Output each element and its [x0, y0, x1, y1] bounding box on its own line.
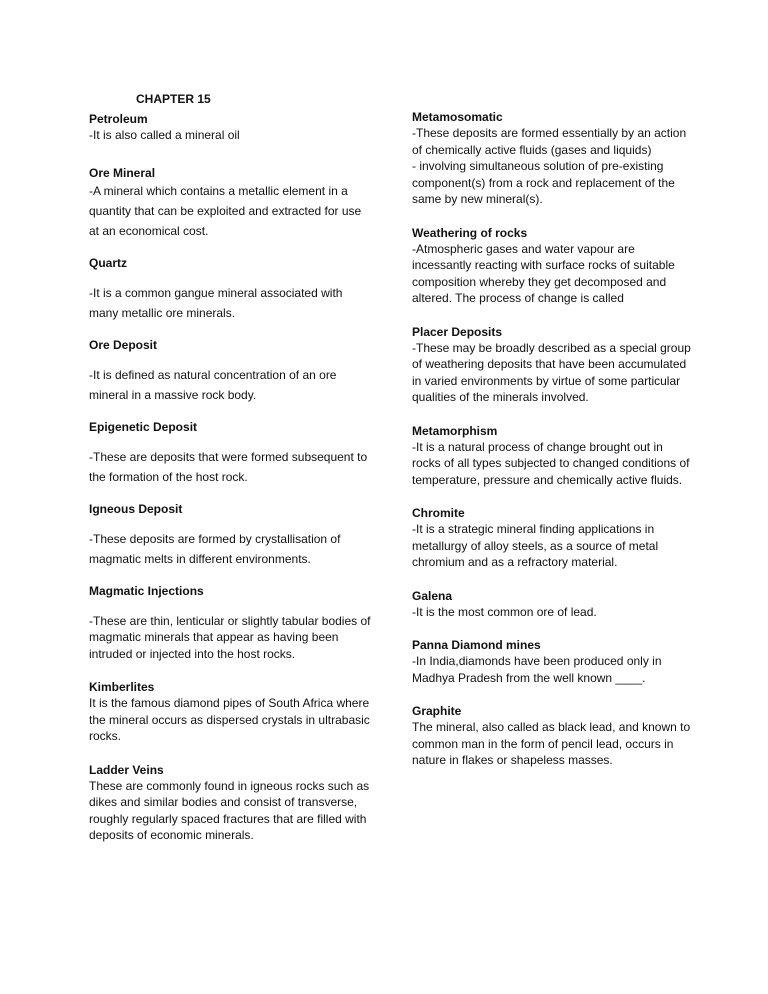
entry-text: These are commonly found in igneous rocks such as dikes and similar bodies and consist of transverse, roughly regularly spaced fractures that are filled with deposits of economic minerals.: [89, 778, 370, 842]
entry-magmatic-injections: [89, 583, 371, 663]
entry-text: -These are deposits that were formed subsequent to the formation of the host rock.: [89, 449, 368, 484]
entry-title: Igneous Deposit: [89, 501, 183, 516]
entry-title: Chromite: [412, 506, 465, 520]
entry-title: Galena: [412, 588, 453, 603]
entry-graphite: [412, 703, 694, 769]
entry-text: -These deposits are formed by crystallisation of magmatic melts in different environments.: [89, 531, 341, 566]
entry-quartz: [89, 255, 371, 323]
entry-kimberlites: [89, 679, 371, 745]
right-column: [412, 109, 694, 769]
entry-text: -It is a natural process of change brought out in rocks of all types subjected to changed conditions of temperature, pressure and chemically active fluids.: [412, 439, 690, 487]
entry-title: Petroleum: [89, 112, 148, 126]
entry-metamorphism: [412, 423, 694, 489]
entry-chromite: [412, 505, 694, 571]
entry-text: -These may be broadly described as a special group of weathering deposits that have been accumulated in varied environments by virtue of some particular qualities of the minerals involved.: [412, 340, 691, 404]
entry-text: -It is also called a mineral oil: [89, 128, 240, 142]
entry-galena: [412, 588, 694, 621]
entry-text-continued: - involving simultaneous solution of pre-existing component(s) from a rock and replacement of the same by new mineral(s).: [412, 159, 675, 206]
entry-text: It is the famous diamond pipes of South Africa where the mineral occurs as dispersed crystals in ultrabasic rocks.: [89, 696, 370, 743]
entry-title: Graphite: [412, 704, 462, 718]
entry-text: -Atmospheric gases and water vapour are incessantly reacting with surface rocks of suitable composition whereby they get decomposed and altered. The process of change is called: [412, 241, 675, 305]
entry-placer-deposits: [412, 324, 694, 406]
entry-title: Metamorphism: [412, 423, 498, 438]
entry-igneous-deposit: [89, 501, 371, 569]
entry-title: Epigenetic Deposit: [89, 419, 198, 434]
entry-epigenetic-deposit: [89, 419, 371, 487]
entry-text: The mineral, also called as black lead, and known to common man in the form of pencil lead, occurs in nature in flakes or shapeless masses.: [412, 720, 691, 767]
entry-panna-diamond-mines: [412, 637, 694, 686]
entry-text: -In India,diamonds have been produced only in Madhya Pradesh from the well known ____.: [412, 654, 662, 685]
entry-text: -These are thin, lenticular or slightly tabular bodies of magmatic minerals that appear as having been intruded or injected into the host rocks.: [89, 613, 371, 661]
entry-title: Metamosomatic: [412, 110, 503, 124]
entry-title: Panna Diamond mines: [412, 638, 541, 652]
entry-title: Quartz: [89, 255, 128, 270]
entry-title: Placer Deposits: [412, 324, 503, 339]
entry-title: Ore Deposit: [89, 337, 158, 352]
entry-metamosomatic: [412, 109, 694, 208]
entry-text: -It is a common gangue mineral associated with many metallic ore minerals.: [89, 285, 343, 320]
entry-text: -A mineral which contains a metallic element in a quantity that can be exploited and extracted for use at an economical cost.: [89, 183, 362, 238]
entry-petroleum: [89, 111, 371, 144]
entry-text: -These deposits are formed essentially by an action of chemically active fluids (gases and liquids): [412, 126, 687, 157]
left-column: [89, 111, 371, 844]
entry-ladder-veins: [89, 762, 371, 844]
entry-title: Ore Mineral: [89, 165, 156, 180]
entry-text: -It is defined as natural concentration of an ore mineral in a massive rock body.: [89, 367, 337, 402]
entry-title: Kimberlites: [89, 680, 155, 694]
entry-ore-deposit: [89, 337, 371, 405]
entry-weathering-of-rocks: [412, 225, 694, 307]
chapter-heading: CHAPTER 15: [136, 92, 211, 106]
entry-ore-mineral: [89, 165, 371, 241]
entry-title: Magmatic Injections: [89, 583, 204, 598]
entry-text: -It is the most common ore of lead.: [412, 604, 597, 619]
entry-title: Weathering of rocks: [412, 225, 528, 240]
entry-title: Ladder Veins: [89, 762, 164, 777]
entry-text: -It is a strategic mineral finding applications in metallurgy of alloy steels, as a source of metal chromium and as a refractory material.: [412, 522, 659, 569]
